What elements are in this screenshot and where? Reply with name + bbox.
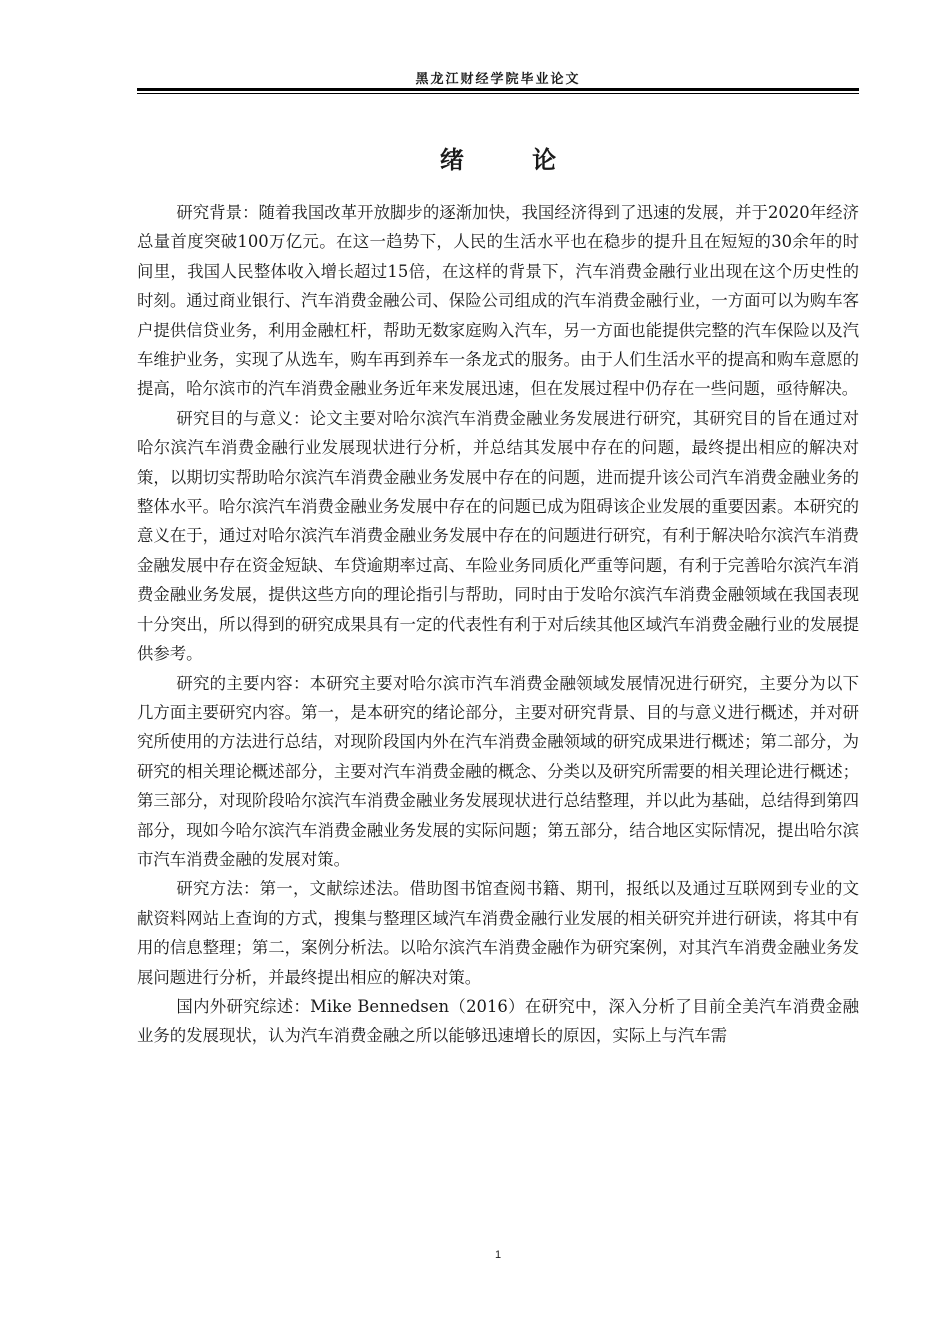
paragraph-research-methods: 研究方法：第一，文献综述法。借助图书馆查阅书籍、期刊，报纸以及通过互联网到专业的文献资料网站上查询的方式，搜集与整理区域汽车消费金融行业发展的相关研究并进行研读，将其中有用的信息整理；第二，案例分析法。以哈尔滨汽车消费金融作为研究案例，对其汽车消费金融业务发展问题进行分析，并最终提出相应的解决对策。 [137,879,859,987]
paragraph-research-purpose: 研究目的与意义：论文主要对哈尔滨汽车消费金融业务发展进行研究，其研究目的旨在通过对哈尔滨汽车消费金融行业发展现状进行分析，并总结其发展中存在的问题，最终提出相应的解决对策，以期切实帮助哈尔滨汽车消费金融业务发展中存在的问题，进而提升该公司汽车消费金融业务的整体水平。哈尔滨汽车消费金融业务发展中存在的问题已成为阻碍该企业发展的重要因素。本研究的意义在于，通过对哈尔滨汽车消费金融业务发展中存在的问题进行研究，有利于解决哈尔滨汽车消费金融发展中存在资金短缺、车贷逾期率过高、车险业务同质化严重等问题，有利于完善哈尔滨汽车消费金融业务发展，提供这些方向的理论指引与帮助，同时由于发哈尔滨汽车消费金融领域在我国表现十分突出，所以得到的研究成果具有一定的代表性有利于对后续其他区域汽车消费金融行业的发展提供参考。 [137,408,859,664]
page-number: 1 [494,1249,502,1261]
running-header-title: 黑龙江财经学院毕业论文 [415,72,581,87]
paragraph-research-background: 研究背景：随着我国改革开放脚步的逐渐加快，我国经济得到了迅速的发展，并于2020年经济总量首度突破100万亿元。在这一趋势下，人民的生活水平也在稳步的提升且在短短的30余年的时间里，我国人民整体收入增长超过15倍，在这样的背景下，汽车消费金融行业出现在这个历史性的时刻。通过商业银行、汽车消费金融公司、保险公司组成的汽车消费金融行业，一方面可以为购车客户提供信贷业务，利用金融杠杆，帮助无数家庭购入汽车，另一方面也能提供完整的汽车保险以及汽车维护业务，实现了从选车，购车再到养车一条龙式的服务。由于人们生活水平的提高和购车意愿的提高，哈尔滨市的汽车消费金融业务近年来发展迅速，但在发展过程中仍存在一些问题，亟待解决。 [137,203,859,399]
paragraph-main-content: 研究的主要内容：本研究主要对哈尔滨市汽车消费金融领域发展情况进行研究，主要分为以下几方面主要研究内容。第一，是本研究的绪论部分，主要对研究背景、目的与意义进行概述，并对研究所使用的方法进行总结，对现阶段国内外在汽车消费金融领域的研究成果进行概述；第二部分，为研究的相关理论概述部分，主要对汽车消费金融的概念、分类以及研究所需要的相关理论进行概述；第三部分，对现阶段哈尔滨汽车消费金融业务发展现状进行总结整理，并以此为基础，总结得到第四部分，现如今哈尔滨汽车消费金融业务发展的实际问题；第五部分，结合地区实际情况，提出哈尔滨市汽车消费金融的发展对策。 [137,673,859,869]
header-divider [137,88,859,94]
chapter-title: 绪 论 [439,146,587,174]
body-text [137,198,859,1051]
paragraph-literature-review: 国内外研究综述：Mike Bennedsen（2016）在研究中，深入分析了目前全美汽车消费金融业务的发展现状，认为汽车消费金融之所以能够迅速增长的原因，实际上与汽车需 [137,996,859,1046]
